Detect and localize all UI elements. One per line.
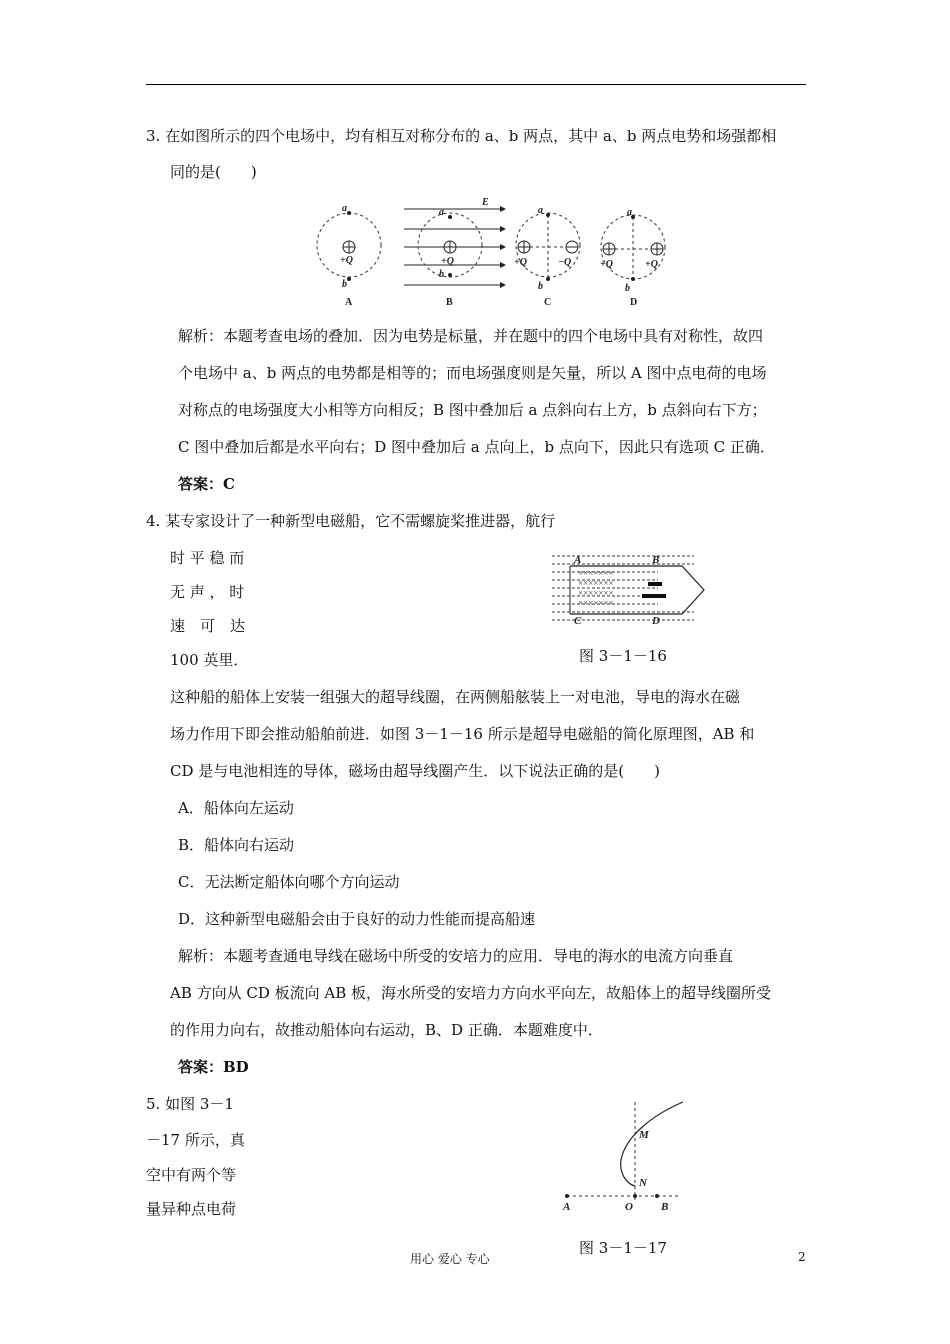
q3-analysis-line3: 对称点的电场强度大小相等方向相反；B 图中叠加后 a 点斜向右上方，b 点斜向右下方； xyxy=(178,401,767,419)
field-C-label-pq: +Q xyxy=(514,257,527,268)
q4-analysis-line2: AB 方向从 CD 板流向 AB 板，海水所受的安培力方向水平向左，故船体上的超导线圈所受 xyxy=(170,984,772,1002)
q4-option-c: C．无法断定船体向哪个方向运动 xyxy=(178,873,400,891)
svg-text:×××××××: ××××××× xyxy=(578,598,614,608)
q5-wrap-line4: 量异种点电荷 xyxy=(146,1200,237,1218)
ship-label-C: C xyxy=(574,615,582,627)
field-A-label-b: b xyxy=(342,279,347,290)
field-B-label-q: +Q xyxy=(441,256,454,267)
q4-figure-ship xyxy=(548,548,708,628)
q4-wrap-line4: 100 英里． xyxy=(170,651,249,669)
q4-body-line3: CD 是与电池相连的导体，磁场由超导线圈产生．以下说法正确的是( ) xyxy=(170,762,660,780)
field-B-label-e: E xyxy=(482,197,489,208)
q5-label-O: O xyxy=(625,1201,633,1213)
field-C-point-a xyxy=(546,213,550,217)
field-B-point-b xyxy=(448,273,452,277)
q5-wrap-line2: －17 所示，真 xyxy=(146,1131,245,1149)
q5-label-B: B xyxy=(661,1201,669,1213)
q4-figure-caption: 图 3－1－16 xyxy=(579,647,667,665)
svg-text:×××××××: ××××××× xyxy=(578,588,614,598)
q5-point-A xyxy=(565,1194,569,1198)
header-rule xyxy=(146,84,806,85)
field-D-label-a: a xyxy=(627,207,632,218)
q5-label-N: N xyxy=(639,1177,647,1189)
field-C-label-b: b xyxy=(538,281,543,292)
q4-analysis-line3: 的作用力向右，故推动船体向右运动，B、D 正确．本题难度中． xyxy=(170,1021,603,1039)
field-A-caption: A xyxy=(345,297,353,308)
q3-answer: 答案：C xyxy=(178,475,235,493)
trajectory-curve xyxy=(621,1102,683,1186)
q5-point-B xyxy=(655,1194,659,1198)
q3-analysis-line2: 个电场中 a、b 两点的电势都是相等的；而电场强度则是矢量，所以 A 图中点电荷的电场 xyxy=(178,364,767,382)
q4-stem-line1: 4. 某专家设计了一种新型电磁船，它不需螺旋桨推进器，航行 xyxy=(146,512,556,530)
field-B-caption: B xyxy=(446,297,453,308)
q3-analysis-line1: 解析：本题考查电场的叠加．因为电势是标量，并在题中的四个电场中具有对称性，故四 xyxy=(178,327,764,345)
q4-body-line2: 场力作用下即会推动船舶前进．如图 3－1－16 所示是超导电磁船的简化原理图，AB 和 xyxy=(170,725,755,743)
q4-wrap-line3: 速 可 达 xyxy=(170,617,246,635)
field-D-caption: D xyxy=(630,297,638,308)
q5-label-M: M xyxy=(639,1129,649,1141)
svg-text:×××××××: ××××××× xyxy=(578,568,614,578)
ship-label-B: B xyxy=(652,554,660,566)
footer-motto: 用心 爱心 专心 xyxy=(410,1252,490,1266)
field-A-point-b xyxy=(347,277,351,281)
q4-wrap-line2: 无 声 ， 时 xyxy=(170,583,245,601)
battery-short-plate xyxy=(648,582,662,586)
field-D-point-b xyxy=(631,277,635,281)
q3-stem-line1: 3. 在如图所示的四个电场中，均有相互对称分布的 a、b 两点，其中 a、b 两点电势和场强都相 xyxy=(146,127,777,145)
q3-figure-electric-fields xyxy=(300,195,680,313)
battery-long-plate xyxy=(642,594,666,598)
ship-label-A: A xyxy=(574,554,582,566)
field-D-label-q1: +Q xyxy=(600,259,613,270)
q4-answer: 答案：BD xyxy=(178,1058,249,1076)
q4-analysis-line1: 解析：本题考查通电导线在磁场中所受的安培力的应用．导电的海水的电流方向垂直 xyxy=(178,947,734,965)
field-C-caption: C xyxy=(544,297,552,308)
svg-text:×××××××: ××××××× xyxy=(578,578,614,588)
q4-option-a: A．船体向左运动 xyxy=(178,799,294,817)
q5-wrap-line3: 空中有两个等 xyxy=(146,1166,237,1184)
field-B-point-a xyxy=(448,215,452,219)
page-number: 2 xyxy=(798,1250,806,1264)
q4-option-b: B．船体向右运动 xyxy=(178,836,295,854)
ship-label-D: D xyxy=(652,615,660,627)
field-A-label-q: +Q xyxy=(340,255,353,266)
q4-body-line1: 这种船的船体上安装一组强大的超导线圈，在两侧船舷装上一对电池，导电的海水在磁 xyxy=(170,688,741,706)
field-C-point-b xyxy=(546,277,550,281)
q3-stem-line2: 同的是( ) xyxy=(170,163,257,181)
field-A-point-a xyxy=(347,211,351,215)
field-A-label-a: a xyxy=(342,203,347,214)
q5-wrap-line1: 5. 如图 3－1 xyxy=(146,1095,234,1113)
field-D-label-q2: +Q xyxy=(645,259,658,270)
q5-figure-trajectory xyxy=(555,1098,695,1218)
field-B-label-b: b xyxy=(439,269,444,280)
field-C-label-a: a xyxy=(538,205,543,216)
field-C-label-nq: −Q xyxy=(558,257,572,268)
q4-wrap-line1: 时 平 稳 而 xyxy=(170,549,245,567)
field-B-label-a: a xyxy=(439,207,444,218)
q5-point-O xyxy=(633,1194,637,1198)
q5-figure-caption: 图 3－1－17 xyxy=(579,1239,667,1257)
q4-option-d: D．这种新型电磁船会由于良好的动力性能而提高船速 xyxy=(178,910,536,928)
field-D-label-b: b xyxy=(625,283,630,294)
q3-analysis-line4: C 图中叠加后都是水平向右；D 图中叠加后 a 点向上，b 点向下，因此只有选项 C 正确． xyxy=(178,438,775,456)
q5-label-A: A xyxy=(563,1201,571,1213)
